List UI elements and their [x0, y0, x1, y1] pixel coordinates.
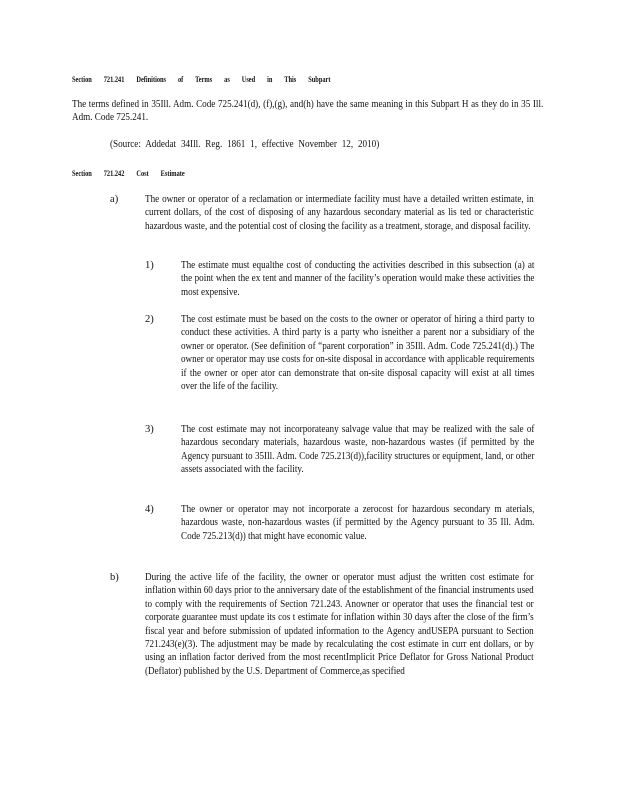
source-note: (Source: Addedat 34Ill. Reg. 1861 1, effective November 12, 2010)	[110, 139, 380, 150]
section-721-241-text: The terms defined in 35Ill. Adm. Code 725.241(d), (f),(g), and(h) have the same meaning in this Subpart H as they do in 35 Ill. Adm. Code 725.241.	[72, 99, 544, 124]
item-4-label: 4)	[145, 504, 154, 515]
item-4-text: The owner or operator may not incorporate a zerocost for hazardous secondary m aterials, hazardous waste, non-hazardous wastes (if permitted by the Agency pursuant to 35 Ill. Adm. Code 725.213(d)) that might have economic value.	[181, 504, 535, 542]
subsection-a-label: a)	[110, 194, 119, 205]
subsection-a-text: The owner or operator of a reclamation or intermediate facility must have a detailed written estimate, in current dollars, of the cost of disposing of any hazardous secondary material as lis ted or characteristic hazardous waste, and the potential cost of closing the facility as a treatment, storage, and disposal facility.	[145, 194, 534, 232]
item-3-text: The cost estimate may not incorporateany salvage value that may be realized with the sale of hazardous secondary materials, hazardous waste, non-hazardous wastes (if permitted by the Agency pursuant to 35Ill. Adm. Code 725.213(d)),facility structures or equipment, land, or other assets associated with the facility.	[181, 424, 535, 476]
item-2-text: The cost estimate must be based on the costs to the owner or operator of hiring a third party to conduct these activities. A third party is a party who isneither a parent nor a subsidiary of the owner or operator. (See definition of “parent corporation” in 35Ill. Adm. Code 725.241(d).) The owner or operator may use costs for on-site disposal in accordance with applicable requirements if the owner or oper ator can demonstrate that on-site disposal capacity will exist at all times over the life of the facility.	[181, 314, 535, 393]
subsection-b-label: b)	[110, 572, 119, 583]
item-3-label: 3)	[145, 424, 154, 435]
item-2-label: 2)	[145, 314, 154, 325]
section-721-241-heading: Section 721.241 Definitions of Terms as Used in This Subpart	[72, 74, 331, 84]
subsection-b-text: During the active life of the facility, the owner or operator must adjust the written cost estimate for inflation within 60 days prior to the anniversary date of the establishment of the financial instruments used to comply with the requirements of Section 721.243. Anowner or operator that uses the financial test or corporate guarantee must update its cos t estimate for inflation within 30 days after the close of the firm’s fiscal year and before submission of updated information to the Agency andUSEPA pursuant to Section 721.243(e)(3). The adjustment may be made by recalculating the cost estimate in curr ent dollars, or by using an inflation factor derived from the most recentImplicit Price Deflator for Gross National Product (Deflator) published by the U.S. Department of Commerce,as specified	[145, 572, 534, 677]
item-1-label: 1)	[145, 260, 154, 271]
section-721-242-heading: Section 721.242 Cost Estimate	[72, 168, 185, 178]
item-1-text: The estimate must equalthe cost of conducting the activities described in this subsection (a) at the point when the ex tent and manner of the facility’s operation would make these activities the most expensive.	[181, 260, 535, 298]
